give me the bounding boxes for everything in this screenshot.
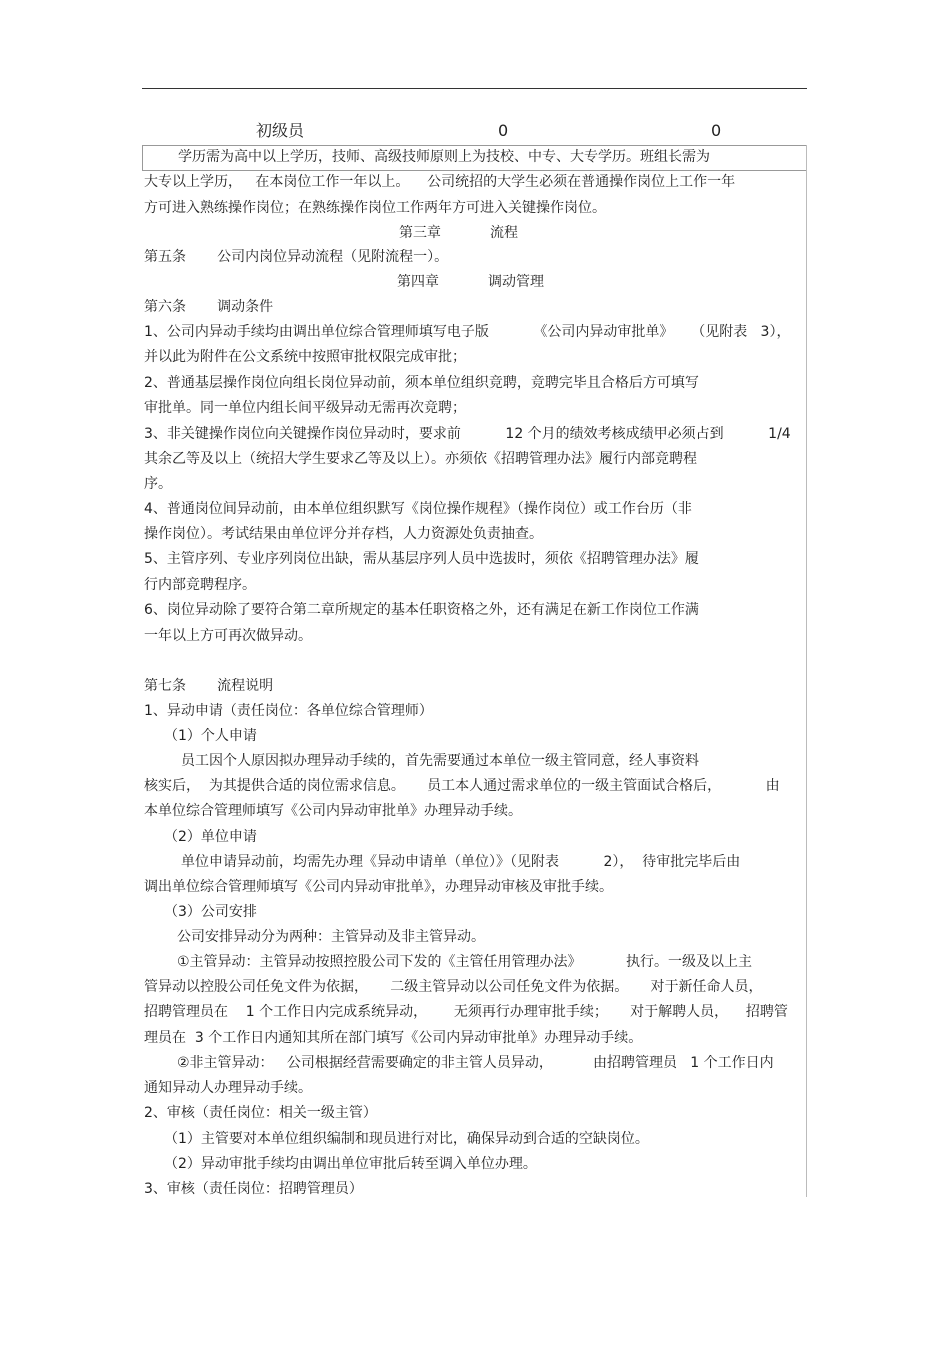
body-text-line: 员工因个人原因拟办理异动手续的，首先需要通过本单位一级主管同意，经人事资料: [181, 753, 699, 769]
table-rule-left: [142, 145, 143, 170]
body-text-line: 核实后， 为其提供合适的岗位需求信息。 员工本人通过需求单位的一级主管面试合格后， 由: [144, 778, 780, 794]
body-text-line: 方可进入熟练操作岗位；在熟练操作岗位工作两年方可进入关键操作岗位。: [144, 200, 606, 216]
body-text-line: 序。: [144, 476, 172, 492]
body-text-line: 本单位综合管理师填写《公司内异动审批单》办理异动手续。: [144, 803, 522, 819]
body-text-line: 6、岗位异动除了要符合第二章所规定的基本任职资格之外，还有满足在新工作岗位工作满: [144, 602, 699, 618]
chapter-heading: 第三章 流程: [399, 225, 518, 241]
body-text-line: 其余乙等及以上（统招大学生要求乙等及以上）。亦须依《招聘管理办法》履行内部竞聘程: [144, 451, 697, 467]
body-text-line: 行内部竞聘程序。: [144, 577, 256, 593]
section-heading: 2、审核（责任岗位：相关一级主管）: [144, 1105, 377, 1121]
subsection-heading: （2）单位申请: [164, 829, 257, 845]
body-text-line: 大专以上学历， 在本岗位工作一年以上。 公司统招的大学生必须在普通操作岗位上工作一年: [144, 174, 736, 190]
body-text-line: 5、主管序列、专业序列岗位出缺，需从基层序列人员中选拔时，须依《招聘管理办法》履: [144, 551, 699, 567]
section-heading: 1、异动申请（责任岗位：各单位综合管理师）: [144, 703, 433, 719]
body-text-line: （2）异动审批手续均由调出单位审批后转至调入单位办理。: [164, 1156, 537, 1172]
body-text-line: 招聘管理员在 1 个工作日内完成系统异动， 无须再行办理审批手续； 对于解聘人员， 招聘管: [144, 1004, 788, 1020]
body-text-line: ①主管异动：主管异动按照控股公司下发的《主管任用管理办法》 执行。一级及以上主: [177, 954, 753, 970]
body-text-line: 一年以上方可再次做异动。: [144, 628, 312, 644]
table-rule-bottom: [142, 170, 807, 171]
chapter-heading: 第四章 调动管理: [397, 274, 544, 290]
body-text-line: 3、非关键操作岗位向关键操作岗位异动时，要求前 12 个月的绩效考核成绩甲必须占到 1/4: [144, 426, 791, 442]
body-text-line: 管异动以控股公司任免文件为依据， 二级主管异动以公司任免文件为依据。 对于新任命人员，: [144, 979, 763, 995]
body-text-line: 调出单位综合管理师填写《公司内异动审批单》，办理异动审核及审批手续。: [144, 879, 613, 895]
table-cell-value: 0: [498, 121, 509, 140]
table-rule-top: [142, 145, 807, 146]
body-text-line: 1、公司内异动手续均由调出单位综合管理师填写电子版 《公司内异动审批单》 （见附表 3），: [144, 324, 791, 340]
article-heading: 第五条 公司内岗位异动流程（见附流程一）。: [144, 249, 449, 265]
body-text-line: 并以此为附件在公文系统中按照审批权限完成审批；: [144, 349, 466, 365]
table-cell-value: 0: [711, 121, 722, 140]
body-text-line: 操作岗位）。考试结果由单位评分并存档，人力资源处负责抽查。: [144, 526, 543, 542]
body-text-line: 公司安排异动分为两种：主管异动及非主管异动。: [177, 929, 485, 945]
subsection-heading: （3）公司安排: [164, 904, 257, 920]
body-text-line: 理员在 3 个工作日内通知其所在部门填写《公司内异动审批单》办理异动手续。: [144, 1030, 643, 1046]
body-text-line: 2、普通基层操作岗位向组长岗位异动前，须本单位组织竞聘，竞聘完毕且合格后方可填写: [144, 375, 699, 391]
body-text-line: 学历需为高中以上学历，技师、高级技师原则上为技校、中专、大专学历。班组长需为: [178, 149, 710, 165]
section-heading: 3、审核（责任岗位：招聘管理员）: [144, 1181, 363, 1197]
body-text-line: 审批单。同一单位内组长间平级异动无需再次竞聘；: [144, 400, 466, 416]
body-text-line: 4、普通岗位间异动前，由本单位组织默写《岗位操作规程》（操作岗位）或工作台历（非: [144, 501, 692, 517]
article-heading: 第七条 流程说明: [144, 678, 274, 694]
article-heading: 第六条 调动条件: [144, 299, 274, 315]
body-text-line: 单位申请异动前，均需先办理《异动申请单（单位）》（见附表 2）， 待审批完毕后由: [181, 854, 741, 870]
body-text-line: 通知异动人办理异动手续。: [144, 1080, 312, 1096]
body-text-line: ②非主管异动： 公司根据经营需要确定的非主管人员异动， 由招聘管理员 1 个工作日内: [177, 1055, 774, 1071]
right-margin-rule: [806, 145, 807, 1197]
body-text-line: （1）主管要对本单位组织编制和现员进行对比，确保异动到合适的空缺岗位。: [164, 1131, 649, 1147]
subsection-heading: （1）个人申请: [164, 728, 257, 744]
top-rule: [142, 88, 807, 89]
table-cell-label: 初级员: [256, 121, 305, 140]
